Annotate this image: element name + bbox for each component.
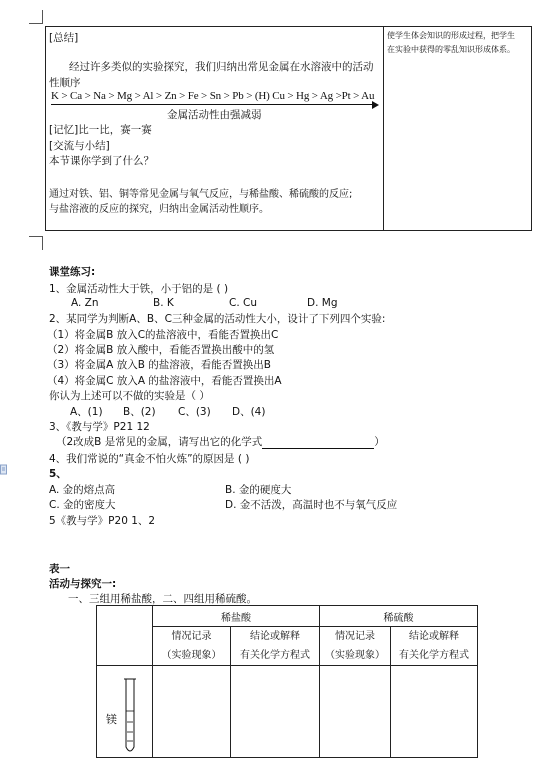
question-3: 3、《教与学》P21 12 — [49, 421, 150, 433]
q2-option-b: B、(2) — [123, 406, 156, 418]
q5-reference: 5《教与学》P20 1、2 — [49, 515, 156, 527]
q1-option-b: B. K — [153, 297, 174, 309]
q3-prompt: （2改成B 是常见的金属，请写出它的化学式 — [56, 436, 263, 448]
activity-instruction: 一、三组用稀盐酸，二、四组用稀硫酸。 — [68, 593, 257, 605]
question-2: 2、某同学为判断A、B、C三种金属的活动性大小，设计了下列四个实验: — [49, 313, 386, 325]
activity-series: K > Ca > Na > Mg > Al > Zn > Fe > Sn > Pb > (H) Cu > Hg > Ag >Pt > Au — [51, 90, 375, 102]
table-corner-cell — [97, 606, 153, 666]
crop-mark — [29, 23, 43, 24]
q2-option-c: C、(3) — [178, 406, 211, 418]
conclusion-text: 通过对铁、铝、铜等常见金属与氧气反应，与稀盐酸、稀硫酸的反应; — [49, 189, 353, 200]
summary-tag: [总结] — [49, 32, 79, 44]
q1-option-d: D. Mg — [307, 297, 338, 309]
conclusion-text-cont: 与盐溶液的反应的探究，归纳出金属活动性顺序。 — [49, 204, 269, 215]
col-header-conclusion: 结论或解释 有关化学方程式 — [231, 627, 320, 666]
intro-text-cont: 性顺序 — [49, 77, 81, 89]
row-label-magnesium — [97, 666, 153, 758]
q2-item: （4）将金属C 放入A 的盐溶液中，看能否置换出A — [47, 375, 282, 387]
question-3-sub — [56, 434, 385, 449]
q5-option-d: D. 金不活泼，高温时也不与氧气反应 — [225, 499, 398, 511]
q5-option-c: C. 金的密度大 — [49, 499, 116, 511]
q2-item: （1）将金属B 放入C的盐溶液中，看能否置换出C — [47, 329, 279, 341]
question-text: 本节课你学到了什么？ — [49, 155, 154, 167]
table-cell-empty[interactable] — [320, 666, 391, 758]
design-note-cont: 在实验中获得的零乱知识形成体系。 — [387, 45, 515, 54]
practice-heading: 课堂练习: — [49, 266, 96, 278]
crop-mark — [42, 236, 43, 250]
question-4: 4、我们常说的“真金不怕火炼”的原因是 ( ) — [49, 453, 250, 465]
col-header-conclusion: 结论或解释 有关化学方程式 — [391, 627, 478, 666]
exchange-label: [交流与小结] — [49, 140, 110, 152]
table-cell-empty[interactable] — [391, 666, 478, 758]
q2-ask: 你认为上述可以不做的实验是（ ） — [49, 390, 210, 402]
activity-heading: 活动与探究一: — [49, 578, 117, 590]
experiment-table — [96, 605, 478, 758]
question-5: 5、 — [49, 468, 67, 480]
q2-item: （2）将金属B 放入酸中，看能否置换出酸中的氢 — [47, 344, 275, 356]
answer-blank[interactable] — [262, 437, 374, 449]
q5-option-a: A. 金的熔点高 — [49, 484, 116, 496]
table-cell-empty[interactable] — [231, 666, 320, 758]
crop-mark — [29, 236, 43, 237]
series-caption: 金属活动性由强减弱 — [167, 109, 262, 121]
design-note: 使学生体会知识的形成过程，把学生 — [387, 31, 515, 40]
q5-option-b: B. 金的硬度大 — [225, 484, 292, 496]
test-tube-icon — [122, 677, 138, 757]
q1-option-a: A. Zn — [71, 297, 99, 309]
arrow-head-icon — [372, 101, 379, 109]
intro-text: 经过许多类似的实验探究，我们归纳出常见金属在水溶液中的活动 — [69, 61, 374, 73]
q2-option-a: A、(1) — [70, 406, 103, 418]
q3-close: ） — [374, 436, 385, 448]
col-header-record: 情况记录 （实验现象） — [153, 627, 231, 666]
crop-mark — [42, 10, 43, 23]
table-label: 表一 — [49, 563, 70, 575]
col-header-record: 情况记录 （实验现象） — [320, 627, 391, 666]
box-column-divider — [383, 26, 384, 231]
q1-option-c: C. Cu — [229, 297, 257, 309]
magnesium-label: 镁 — [106, 712, 117, 726]
header-hcl: 稀盐酸 — [153, 606, 320, 627]
question-1: 1、金属活动性大于铁，小于铝的是 ( ) — [49, 283, 229, 295]
activity-arrow — [51, 104, 375, 105]
recall-label: [记忆]比一比，赛一赛 — [49, 124, 152, 136]
table-cell-empty[interactable] — [153, 666, 231, 758]
header-h2so4: 稀硫酸 — [320, 606, 478, 627]
q2-item: （3）将金属A 放入B 的盐溶液，看能否置换出B — [47, 359, 271, 371]
q2-option-d: D、(4) — [232, 406, 266, 418]
page-nav-icon[interactable] — [0, 462, 8, 478]
